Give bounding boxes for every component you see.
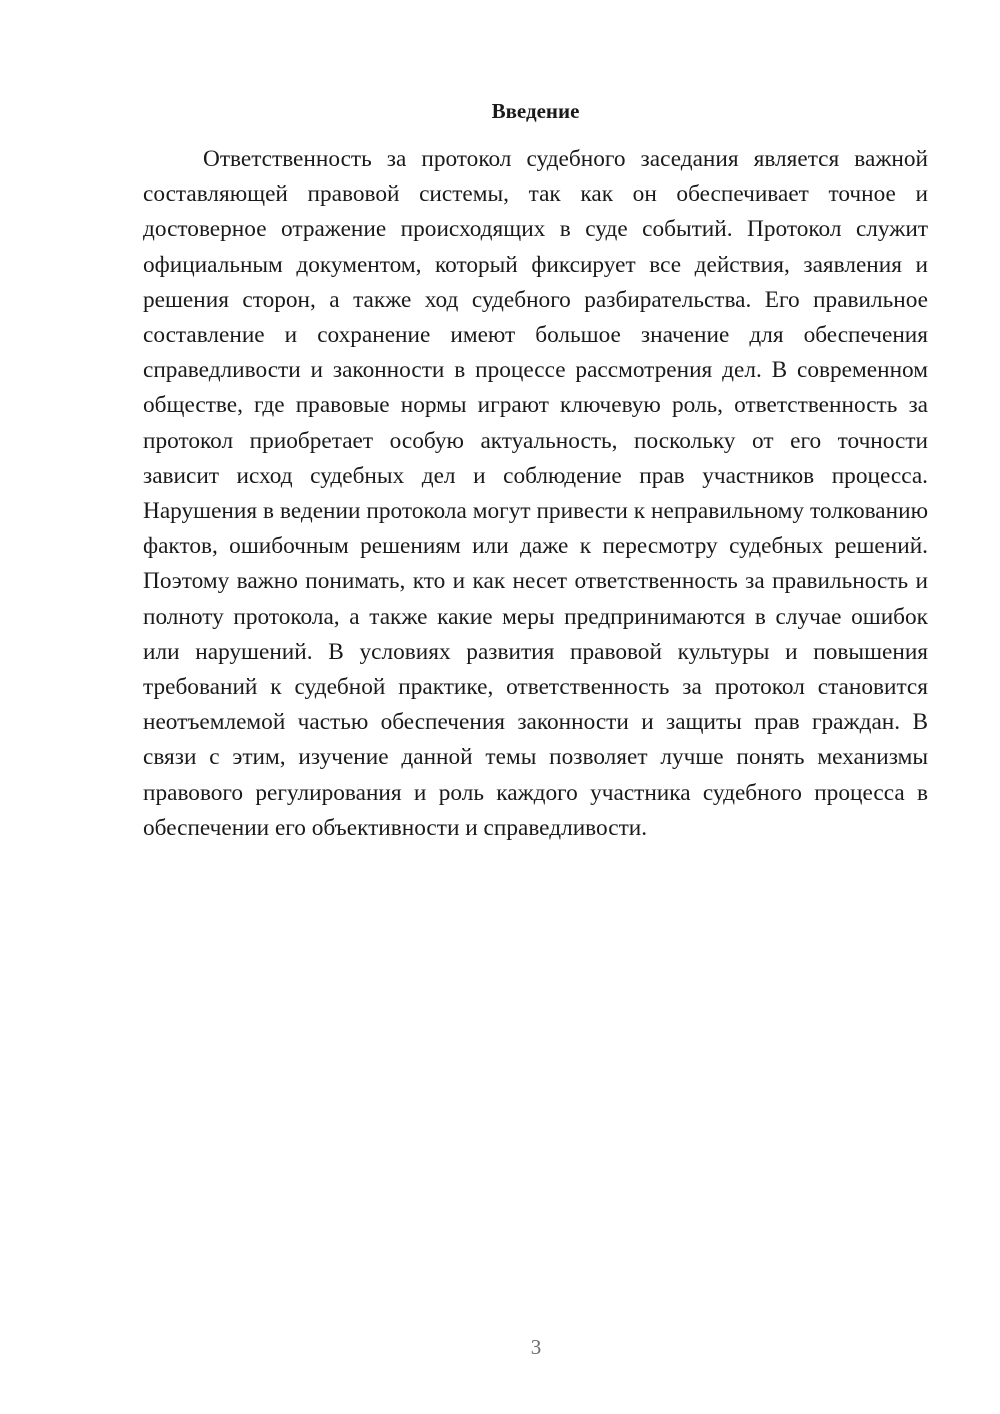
page-number: 3	[530, 1335, 542, 1359]
body-paragraph: Ответственность за протокол судебного заседания является важной составляющей правовой системы, так как он обеспечивает точное и достоверное отражение происходящих в суде событий. Протокол служит официальным документом, который фиксирует все действия, заявления и решения сторон, а также ход судебного разбирательства. Его правильное составление и сохранение имеют большое значение для обеспечения справедливости и законности в процессе рассмотрения дел. В современном обществе, где правовые нормы играют ключевую роль, ответственность за протокол приобретает особую актуальность, поскольку от его точности зависит исход судебных дел и соблюдение прав участников процесса. Нарушения в ведении протокола могут привести к неправильному толкованию фактов, ошибочным решениям или даже к пересмотру судебных решений. Поэтому важно понимать, кто и как несет ответственность за правильность и полноту протокола, а также какие меры предпринимаются в случае ошибок или нарушений. В условиях развития правовой культуры и повышения требований к судебной практике, ответственность за протокол становится неотъемлемой частью обеспечения законности и защиты прав граждан. В связи с этим, изучение данной темы позволяет лучше понять механизмы правового регулирования и роль каждого участника судебного процесса в обеспечении его объективности и справедливости.	[143, 146, 928, 841]
section-heading: Введение	[491, 99, 580, 123]
